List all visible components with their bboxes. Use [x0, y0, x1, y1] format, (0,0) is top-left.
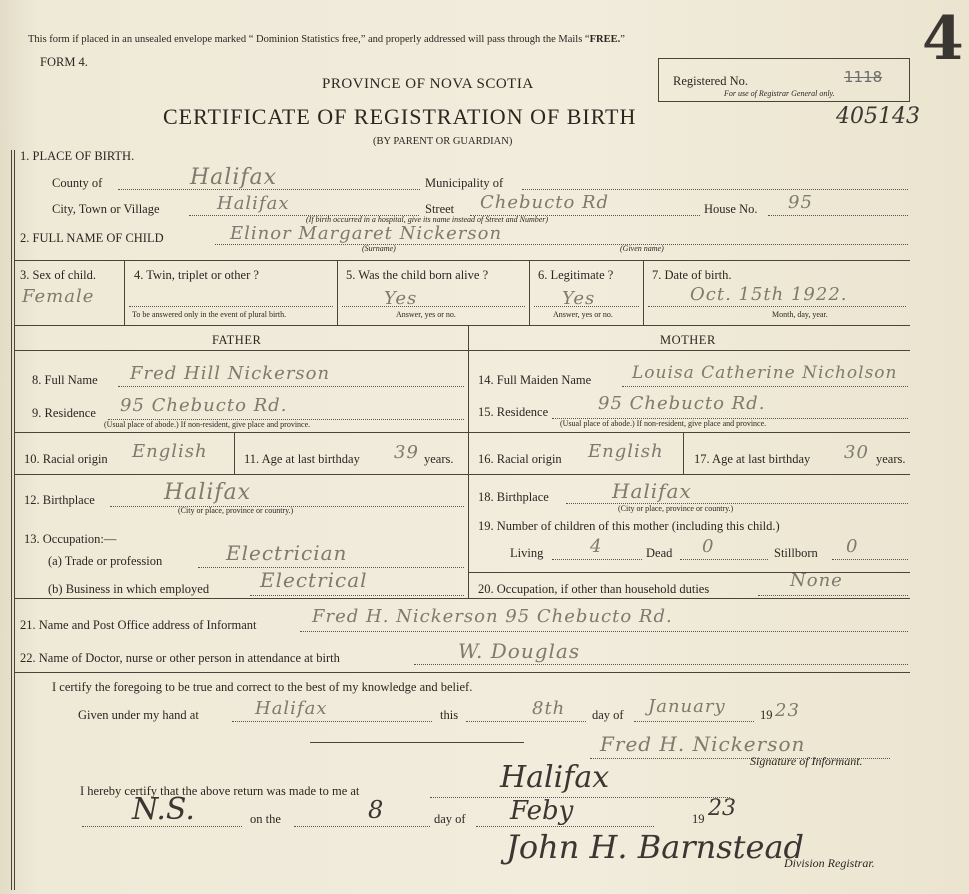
father-trade-label: (a) Trade or profession	[48, 554, 163, 568]
given-label: Given under my hand at	[78, 708, 199, 722]
city-value: Halifax	[217, 193, 290, 214]
city-label: City, Town or Village	[52, 202, 160, 216]
alive-value: Yes	[384, 288, 418, 309]
county-value: Halifax	[190, 165, 278, 190]
full-name-value: Elinor Margaret Nickerson	[230, 223, 503, 244]
registrar-signature: John H. Barnstead	[506, 828, 805, 866]
certificate-title: CERTIFICATE OF REGISTRATION OF BIRTH	[163, 104, 637, 129]
dead-value: 0	[702, 536, 715, 557]
twin-note: To be answered only in the event of plural birth.	[132, 310, 287, 319]
mother-residence-note: (Usual place of abode.) If non-resident, give place and province.	[560, 419, 767, 428]
registrar-note: For use of Registrar General only.	[724, 89, 835, 98]
full-name-label: 2. FULL NAME OF CHILD	[20, 231, 164, 245]
mother-birthplace-label: 18. Birthplace	[478, 490, 549, 504]
mother-origin-value: English	[588, 441, 664, 462]
registered-label: Registered No.	[673, 74, 748, 88]
mother-age-years: years.	[876, 452, 906, 466]
father-heading: FATHER	[212, 333, 262, 347]
house-label: House No.	[704, 202, 758, 216]
dead-label: Dead	[646, 546, 673, 560]
mother-residence-label: 15. Residence	[478, 405, 549, 419]
father-residence-value: 95 Chebucto Rd.	[120, 395, 288, 416]
given-place: Halifax	[255, 698, 328, 719]
registration-year: 23	[708, 796, 736, 821]
surname-note: (Surname)	[362, 244, 396, 253]
living-label: Living	[510, 546, 544, 560]
father-birthplace-value: Halifax	[164, 480, 252, 505]
father-birthplace-label: 12. Birthplace	[24, 493, 95, 507]
legitimate-value: Yes	[562, 288, 596, 309]
father-age-label: 11. Age at last birthday	[244, 452, 360, 466]
father-age-years: years.	[424, 452, 454, 466]
informant-label: 21. Name and Post Office address of Informant	[20, 618, 257, 632]
mother-occupation-label: 20. Occupation, if other than household duties	[478, 582, 710, 596]
stillborn-label: Stillborn	[774, 546, 818, 560]
father-residence-note: (Usual place of abode.) If non-resident, give place and province.	[104, 420, 311, 429]
alive-note: Answer, yes or no.	[396, 310, 456, 319]
informant-value: Fred H. Nickerson 95 Chebucto Rd.	[312, 606, 673, 627]
mother-origin-label: 16. Racial origin	[478, 452, 562, 466]
stillborn-value: 0	[846, 536, 859, 557]
on-the-label: on the	[250, 812, 281, 826]
mother-birthplace-note: (City or place, province or country.)	[618, 504, 734, 513]
legitimate-label: 6. Legitimate ?	[538, 268, 614, 282]
certificate-subtitle: (BY PARENT OR GUARDIAN)	[373, 136, 513, 147]
registration-month: Feby	[510, 796, 574, 826]
given-month: January	[648, 696, 726, 717]
twin-label: 4. Twin, triplet or other ?	[134, 268, 259, 282]
given-year-prefix: 19	[760, 708, 773, 722]
father-trade-value: Electrician	[226, 541, 348, 565]
registration-year-prefix: 19	[692, 812, 705, 826]
sex-value: Female	[22, 286, 95, 307]
father-residence-label: 9. Residence	[32, 406, 96, 420]
hospital-note: (If birth occurred in a hospital, give its name instead of Street and Number)	[306, 215, 549, 224]
registration-day: 8	[368, 796, 384, 824]
dob-note: Month, day, year.	[772, 310, 828, 319]
mother-name-label: 14. Full Maiden Name	[478, 373, 592, 387]
corner-mark: 4	[922, 4, 964, 74]
dob-value: Oct. 15th 1922.	[690, 284, 848, 305]
informant-signature: Fred H. Nickerson	[600, 732, 806, 756]
father-birthplace-note: (City or place, province or country.)	[178, 506, 294, 515]
father-origin-value: English	[132, 441, 208, 462]
street-value: Chebucto Rd	[480, 192, 610, 213]
mother-birthplace-value: Halifax	[612, 479, 692, 503]
given-day: 8th	[532, 698, 566, 719]
given-name-note: (Given name)	[620, 244, 664, 253]
living-value: 4	[590, 536, 603, 557]
legitimate-note: Answer, yes or no.	[553, 310, 613, 319]
place-of-birth-heading: 1. PLACE OF BIRTH.	[20, 149, 135, 163]
mother-residence-value: 95 Chebucto Rd.	[598, 393, 766, 414]
registration-dayof-label: day of	[434, 812, 466, 826]
margin-number: 405143	[836, 104, 920, 129]
signature-label: Signature of Informant.	[750, 754, 863, 768]
mother-heading: MOTHER	[660, 333, 716, 347]
doctor-value: W. Douglas	[458, 639, 581, 663]
registered-number: 1118	[844, 68, 883, 86]
father-name-label: 8. Full Name	[32, 373, 98, 387]
mother-name-value: Louisa Catherine Nicholson	[632, 363, 898, 383]
dayof-label: day of	[592, 708, 624, 722]
father-name-value: Fred Hill Nickerson	[130, 363, 331, 384]
province-heading: PROVINCE OF NOVA SCOTIA	[322, 76, 534, 92]
house-value: 95	[788, 192, 813, 213]
registration-province: N.S.	[132, 792, 195, 827]
doctor-label: 22. Name of Doctor, nurse or other person in attendance at birth	[20, 651, 340, 665]
certify-statement: I certify the foregoing to be true and correct to the best of my knowledge and belief.	[52, 680, 473, 694]
father-occupation-label: 13. Occupation:—	[24, 532, 117, 546]
mother-age-label: 17. Age at last birthday	[694, 452, 811, 466]
alive-label: 5. Was the child born alive ?	[346, 268, 489, 282]
municipality-label: Municipality of	[425, 176, 504, 190]
registration-place: Halifax	[500, 760, 610, 795]
father-age-value: 39	[394, 442, 419, 463]
this-label: this	[440, 708, 459, 722]
hereby-statement: I hereby certify that the above return was made to me at	[80, 784, 360, 798]
mother-age-value: 30	[844, 442, 869, 463]
street-label: Street	[425, 202, 455, 216]
postal-note: This form if placed in an unsealed envelope marked “ Dominion Statistics free,” and properly addressed will pass through the Mails “FREE.”	[28, 34, 625, 45]
father-origin-label: 10. Racial origin	[24, 452, 108, 466]
mother-children-label: 19. Number of children of this mother (including this child.)	[478, 519, 780, 533]
registrar-label: Division Registrar.	[784, 856, 875, 870]
form-number: FORM 4.	[40, 55, 88, 69]
dob-label: 7. Date of birth.	[652, 268, 732, 282]
father-business-label: (b) Business in which employed	[48, 582, 210, 596]
mother-occupation-value: None	[790, 570, 843, 591]
county-label: County of	[52, 176, 103, 190]
father-business-value: Electrical	[260, 568, 368, 592]
sex-label: 3. Sex of child.	[20, 268, 97, 282]
given-year: 23	[775, 700, 800, 721]
